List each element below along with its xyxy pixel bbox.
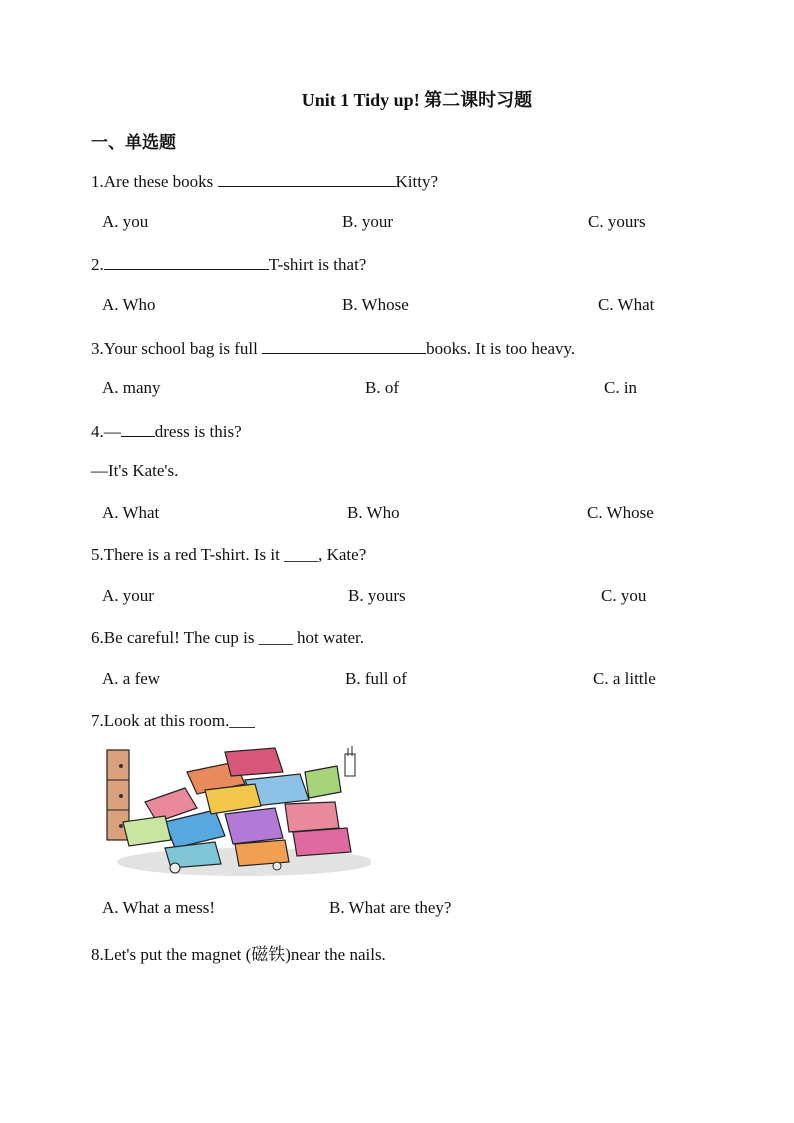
question-1-text: 1.Are these books — [91, 172, 218, 191]
question-2 — [91, 253, 366, 275]
option-c: C. a little — [593, 669, 656, 688]
option-b: B. of — [365, 378, 399, 397]
answer-blank — [218, 170, 396, 187]
option-c: C. Whose — [587, 503, 654, 522]
option-a: A. many — [102, 378, 161, 397]
book-shape — [285, 802, 339, 832]
question-3 — [91, 337, 575, 359]
option-b: B. What are they? — [329, 898, 452, 917]
question-2-text: 2. — [91, 255, 104, 274]
question-3-text: 3.Your school bag is full — [91, 339, 263, 358]
option-b: B. Whose — [342, 295, 409, 314]
question-5: 5.There is a red T-shirt. Is it ____, Kate? — [91, 545, 367, 564]
answer-blank — [262, 337, 426, 354]
question-4-reply: —It's Kate's. — [91, 461, 179, 480]
option-b: B. your — [342, 212, 393, 231]
option-c: C. you — [601, 586, 647, 605]
book-shape — [235, 840, 289, 866]
option-a: A. What — [102, 503, 160, 522]
book-shape — [293, 828, 351, 856]
option-a: A. your — [102, 586, 154, 605]
question-4-text-end: dress is this? — [154, 422, 242, 441]
section-heading: 一、单选题 — [91, 133, 176, 152]
option-a: A. Who — [102, 295, 156, 314]
option-b: B. Who — [347, 503, 400, 522]
option-c: C. in — [604, 378, 638, 397]
option-b: B. yours — [348, 586, 406, 605]
question-1-text-end: Kitty? — [395, 172, 439, 191]
messy-room-illustration — [105, 744, 371, 881]
question-7: 7.Look at this room.___ — [91, 711, 255, 730]
option-c: C. yours — [588, 212, 646, 231]
option-b: B. full of — [345, 669, 407, 688]
question-4 — [91, 420, 242, 442]
answer-blank — [121, 420, 155, 437]
book-shape — [225, 748, 283, 776]
question-4-text: 4.— — [91, 422, 121, 441]
option-c: C. What — [598, 295, 655, 314]
question-2-text-end: T-shirt is that? — [268, 255, 367, 274]
question-1 — [91, 170, 438, 192]
option-a: A. a few — [102, 669, 161, 688]
book-shape — [225, 808, 283, 844]
question-8: 8.Let's put the magnet (磁铁)near the nails. — [91, 945, 386, 964]
answer-blank — [104, 253, 269, 270]
question-6: 6.Be careful! The cup is ____ hot water. — [91, 628, 365, 647]
book-shape — [123, 816, 171, 846]
option-a: A. you — [102, 212, 149, 231]
option-a: A. What a mess! — [102, 898, 215, 917]
book-shape — [205, 784, 261, 814]
book-shape — [305, 766, 341, 798]
question-3-text-end: books. It is too heavy. — [426, 339, 576, 358]
page-title: Unit 1 Tidy up! 第二课时习题 — [301, 90, 533, 110]
